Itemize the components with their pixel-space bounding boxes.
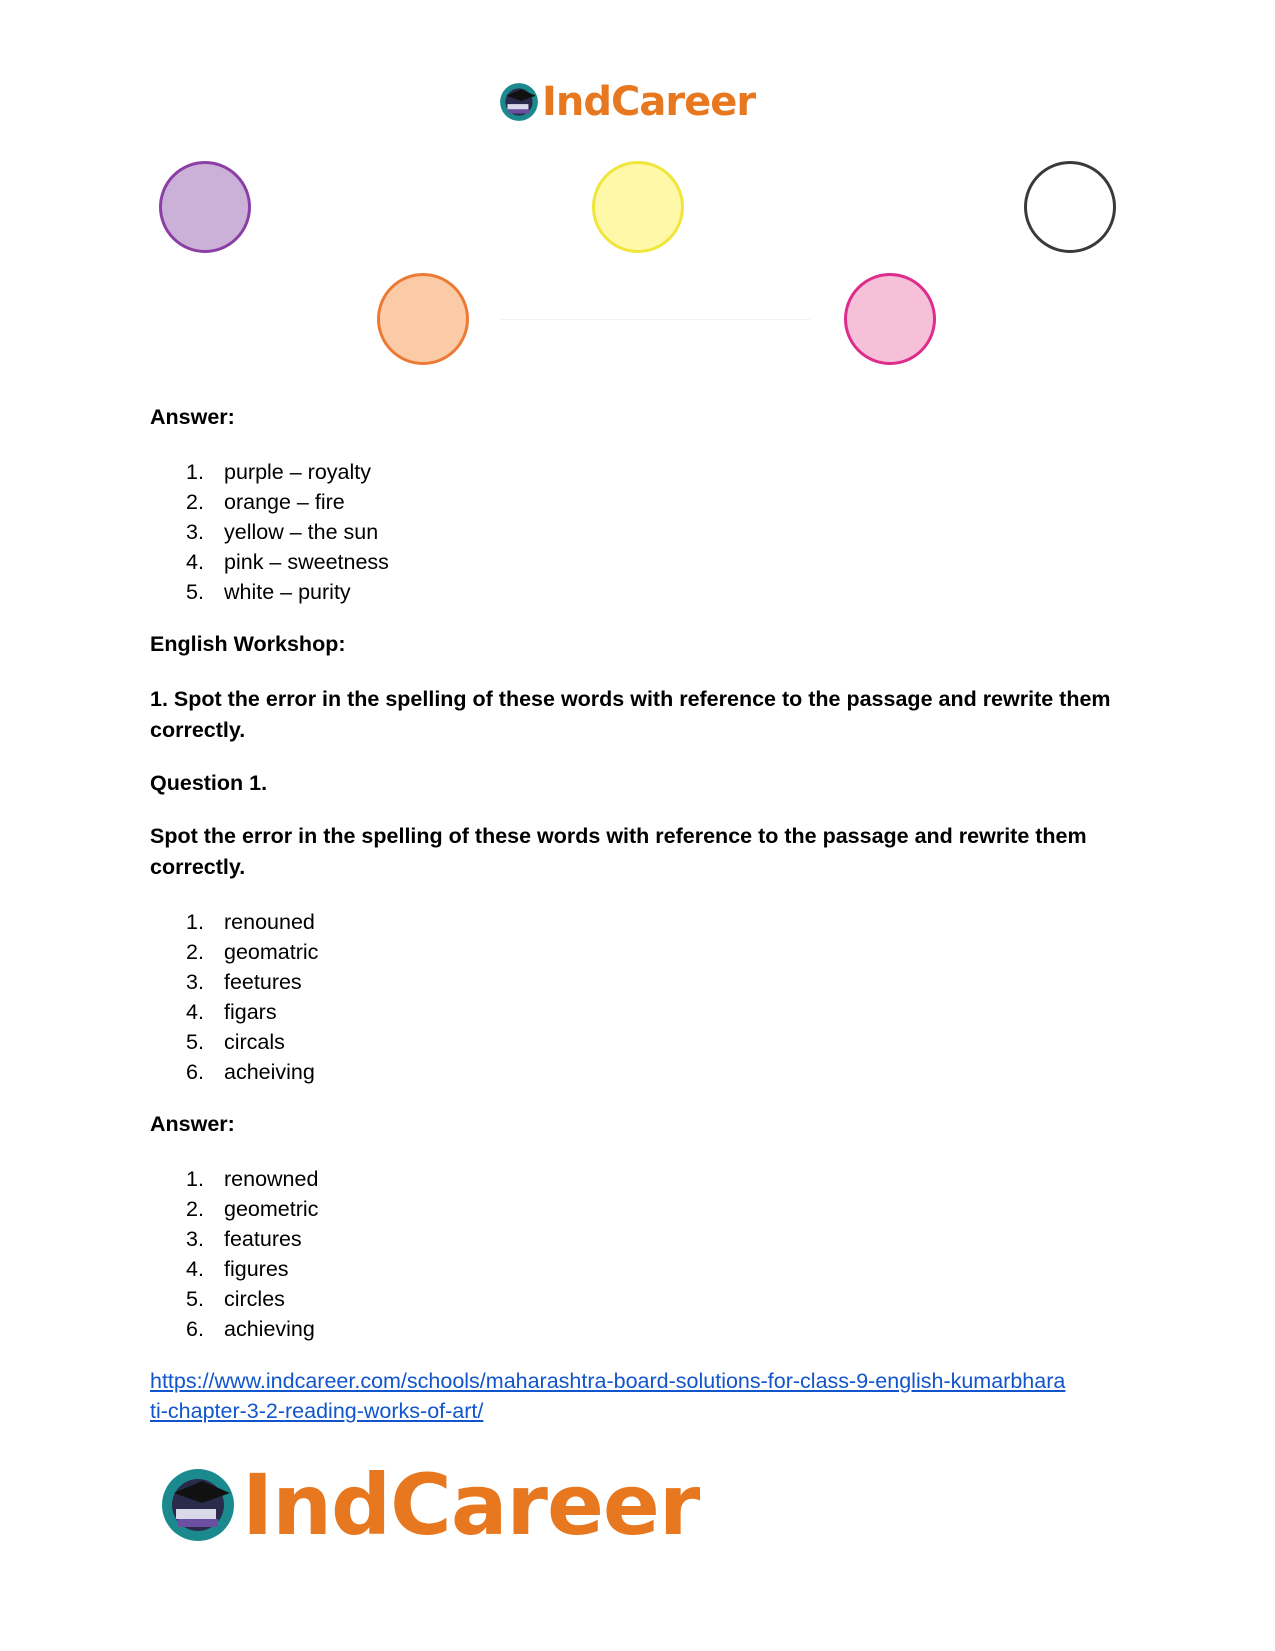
source-link-line-1: https://www.indcareer.com/schools/maharashtra-board-solutions-for-class-9-english-kumarbhara bbox=[150, 1369, 1066, 1393]
list-item: 1. renouned bbox=[186, 910, 315, 934]
colour-answer-list bbox=[150, 457, 1130, 607]
workshop-heading: English Workshop: bbox=[150, 632, 346, 656]
footer-logo bbox=[158, 1455, 699, 1555]
question-label: Question 1. bbox=[150, 771, 268, 795]
list-item: 6. acheiving bbox=[186, 1060, 315, 1084]
list-item: 4. figars bbox=[186, 1000, 277, 1024]
list-item: 5. circals bbox=[186, 1030, 285, 1054]
document-body bbox=[150, 402, 1130, 1426]
circle-orange bbox=[377, 273, 469, 365]
logo-text: IndCareer bbox=[242, 1456, 700, 1554]
workshop-task: 1. Spot the error in the spelling of these words with reference to the passage and rewrite them correctly. bbox=[150, 687, 1111, 742]
logo-emblem-icon bbox=[498, 81, 540, 123]
source-link-line-2: ti-chapter-3-2-reading-works-of-art/ bbox=[150, 1399, 484, 1423]
list-item: 5. white – purity bbox=[186, 580, 351, 604]
source-link[interactable] bbox=[150, 1366, 1130, 1426]
question-text: Spot the error in the spelling of these words with reference to the passage and rewrite them correctly. bbox=[150, 824, 1087, 879]
list-item: 3. yellow – the sun bbox=[186, 520, 379, 544]
list-item: 4. pink – sweetness bbox=[186, 550, 389, 574]
corrected-word-list bbox=[150, 1164, 1130, 1344]
answer-heading: Answer: bbox=[150, 1112, 235, 1136]
list-item: 4. figures bbox=[186, 1257, 289, 1281]
list-item: 2. geometric bbox=[186, 1197, 319, 1221]
list-item: 6. achieving bbox=[186, 1317, 315, 1341]
circle-purple bbox=[159, 161, 251, 253]
list-item: 2. geomatric bbox=[186, 940, 319, 964]
list-item: 1. purple – royalty bbox=[186, 460, 371, 484]
list-item: 3. feetures bbox=[186, 970, 302, 994]
circle-white bbox=[1024, 161, 1116, 253]
answer-heading: Answer: bbox=[150, 405, 235, 429]
connector-line bbox=[500, 319, 810, 320]
list-item: 1. renowned bbox=[186, 1167, 319, 1191]
logo-emblem-icon bbox=[158, 1465, 238, 1545]
circle-pink bbox=[844, 273, 936, 365]
logo-text: IndCareer bbox=[542, 79, 756, 125]
header-logo bbox=[498, 78, 755, 126]
circle-yellow bbox=[592, 161, 684, 253]
list-item: 5. circles bbox=[186, 1287, 285, 1311]
list-item: 2. orange – fire bbox=[186, 490, 345, 514]
misspelled-word-list bbox=[150, 907, 1130, 1087]
list-item: 3. features bbox=[186, 1227, 302, 1251]
